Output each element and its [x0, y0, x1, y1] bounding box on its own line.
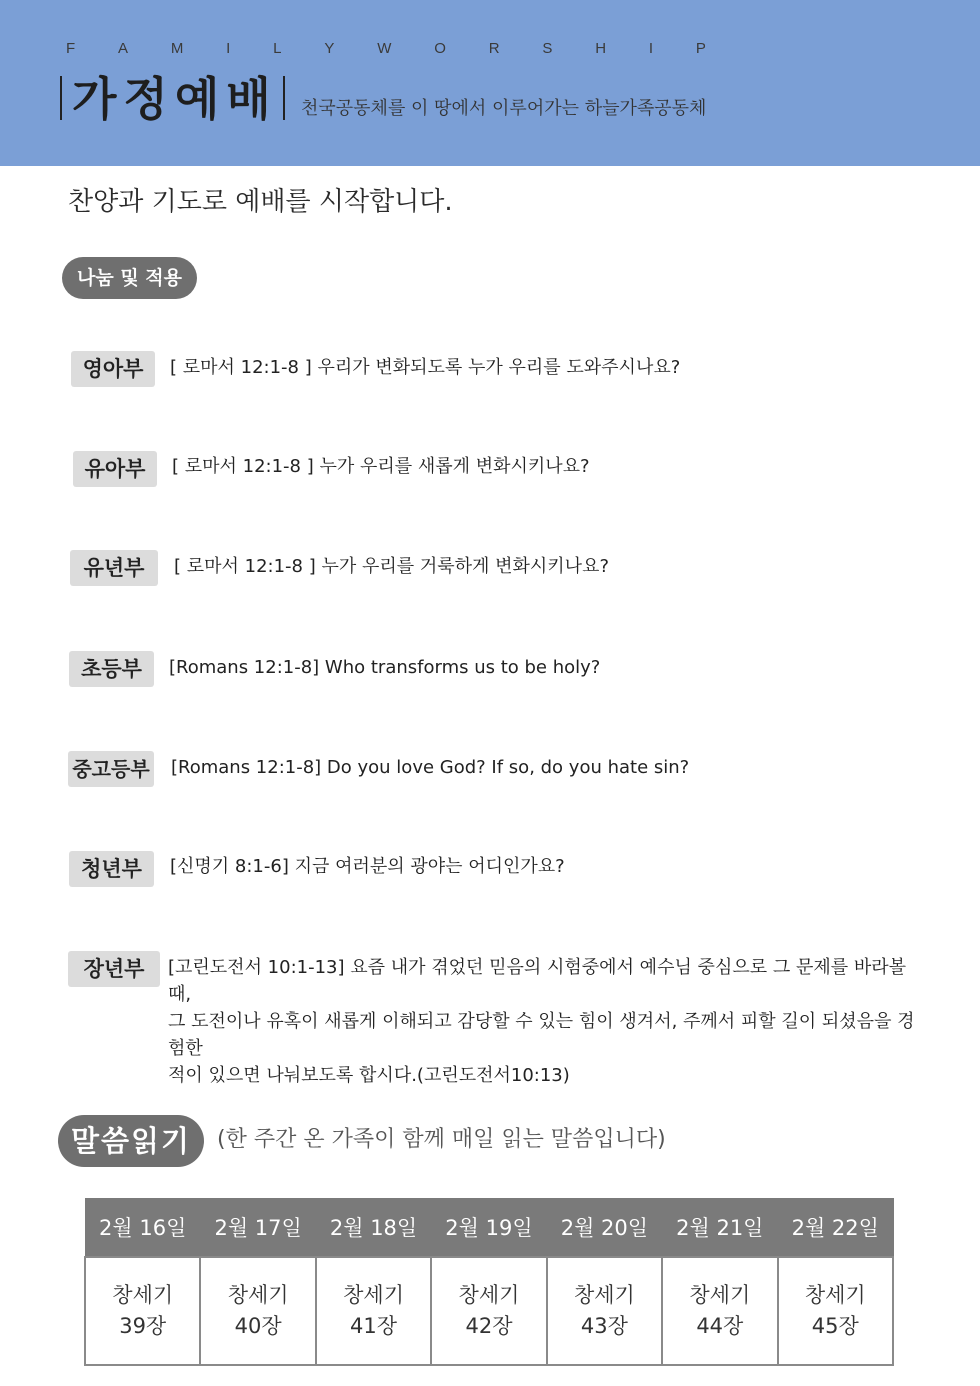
letter: W	[377, 40, 392, 57]
dept-badge: 유년부	[70, 550, 158, 586]
reading-section-label: 말씀읽기	[58, 1115, 204, 1167]
letter: P	[695, 40, 706, 57]
reading-table	[84, 1198, 894, 1366]
question-line: 적이 있으면 나눠보도록 합시다.(고린도전서10:13)	[168, 1065, 570, 1086]
reading-date: 2월 22일	[778, 1199, 893, 1257]
reading-book: 창세기	[689, 1282, 751, 1307]
reading-date-row	[85, 1199, 893, 1257]
reading-chapter: 42장	[465, 1313, 513, 1338]
dept-question: [Romans 12:1-8] Who transforms us to be holy?	[169, 657, 601, 678]
reading-date: 2월 18일	[316, 1199, 431, 1257]
family-worship-letters	[66, 40, 706, 57]
reading-passage-row	[85, 1257, 893, 1365]
reading-book: 창세기	[227, 1282, 289, 1307]
letter: H	[595, 40, 607, 57]
reading-note: (한 주간 온 가족이 함께 매일 읽는 말씀입니다)	[217, 1127, 666, 1152]
reading-book: 창세기	[458, 1282, 520, 1307]
reading-chapter: 40장	[234, 1313, 282, 1338]
reading-book: 창세기	[804, 1282, 866, 1307]
reading-cell	[316, 1257, 431, 1365]
reading-date: 2월 16일	[85, 1199, 200, 1257]
question-line: [고린도전서 10:1-13] 요즘 내가 겪었던 믿음의 시험중에서 예수님 중심으로 그 문제를 바라볼 때,	[168, 957, 906, 1005]
reading-cell	[431, 1257, 546, 1365]
question-line: 그 도전이나 유혹이 새롭게 이해되고 감당할 수 있는 힘이 생겨서, 주께서 피할 길이 되셨음을 경험한	[168, 1011, 915, 1059]
dept-badge: 중고등부	[68, 751, 154, 787]
reading-book: 창세기	[343, 1282, 404, 1307]
reading-date: 2월 20일	[547, 1199, 662, 1257]
reading-date: 2월 17일	[200, 1199, 315, 1257]
dept-badge: 영아부	[71, 351, 155, 387]
reading-book: 창세기	[112, 1282, 174, 1307]
reading-chapter: 44장	[696, 1313, 744, 1338]
reading-chapter: 45장	[811, 1313, 859, 1338]
reading-chapter: 41장	[350, 1313, 398, 1338]
reading-date: 2월 19일	[431, 1199, 546, 1257]
reading-cell	[547, 1257, 662, 1365]
dept-question: [ 로마서 12:1-8 ] 누가 우리를 거룩하게 변화시키나요?	[174, 556, 610, 577]
title-right-bar	[283, 76, 285, 120]
sharing-section-label: 나눔 및 적용	[62, 257, 197, 299]
reading-book: 창세기	[573, 1282, 635, 1307]
letter: A	[118, 40, 129, 57]
page-subtitle: 천국공동체를 이 땅에서 이루어가는 하늘가족공동체	[301, 98, 707, 119]
letter: F	[66, 40, 76, 57]
dept-question	[168, 954, 928, 1089]
dept-badge: 장년부	[68, 951, 160, 987]
intro-text: 찬양과 기도로 예배를 시작합니다.	[68, 187, 453, 217]
letter: R	[488, 40, 500, 57]
letter: M	[170, 40, 184, 57]
letter: I	[648, 40, 654, 57]
dept-question: [ 로마서 12:1-8 ] 우리가 변화되도록 누가 우리를 도와주시나요?	[170, 357, 681, 378]
page-title: 가정예배	[72, 72, 278, 126]
letter: L	[273, 40, 282, 57]
dept-question: [Romans 12:1-8] Do you love God? If so, do you hate sin?	[171, 757, 690, 778]
reading-cell	[85, 1257, 200, 1365]
reading-cell	[662, 1257, 777, 1365]
reading-cell	[200, 1257, 315, 1365]
reading-date: 2월 21일	[662, 1199, 777, 1257]
dept-badge: 초등부	[69, 651, 154, 687]
dept-badge: 청년부	[69, 851, 154, 887]
letter: Y	[324, 40, 335, 57]
letter: O	[434, 40, 446, 57]
dept-question: [ 로마서 12:1-8 ] 누가 우리를 새롭게 변화시키나요?	[172, 456, 590, 477]
title-left-bar	[60, 76, 62, 120]
reading-chapter: 39장	[119, 1313, 167, 1338]
reading-chapter: 43장	[580, 1313, 628, 1338]
dept-badge: 유아부	[73, 451, 157, 487]
letter: S	[542, 40, 553, 57]
letter: I	[226, 40, 231, 57]
reading-cell	[778, 1257, 893, 1365]
dept-question: [신명기 8:1-6] 지금 여러분의 광야는 어디인가요?	[170, 856, 565, 877]
